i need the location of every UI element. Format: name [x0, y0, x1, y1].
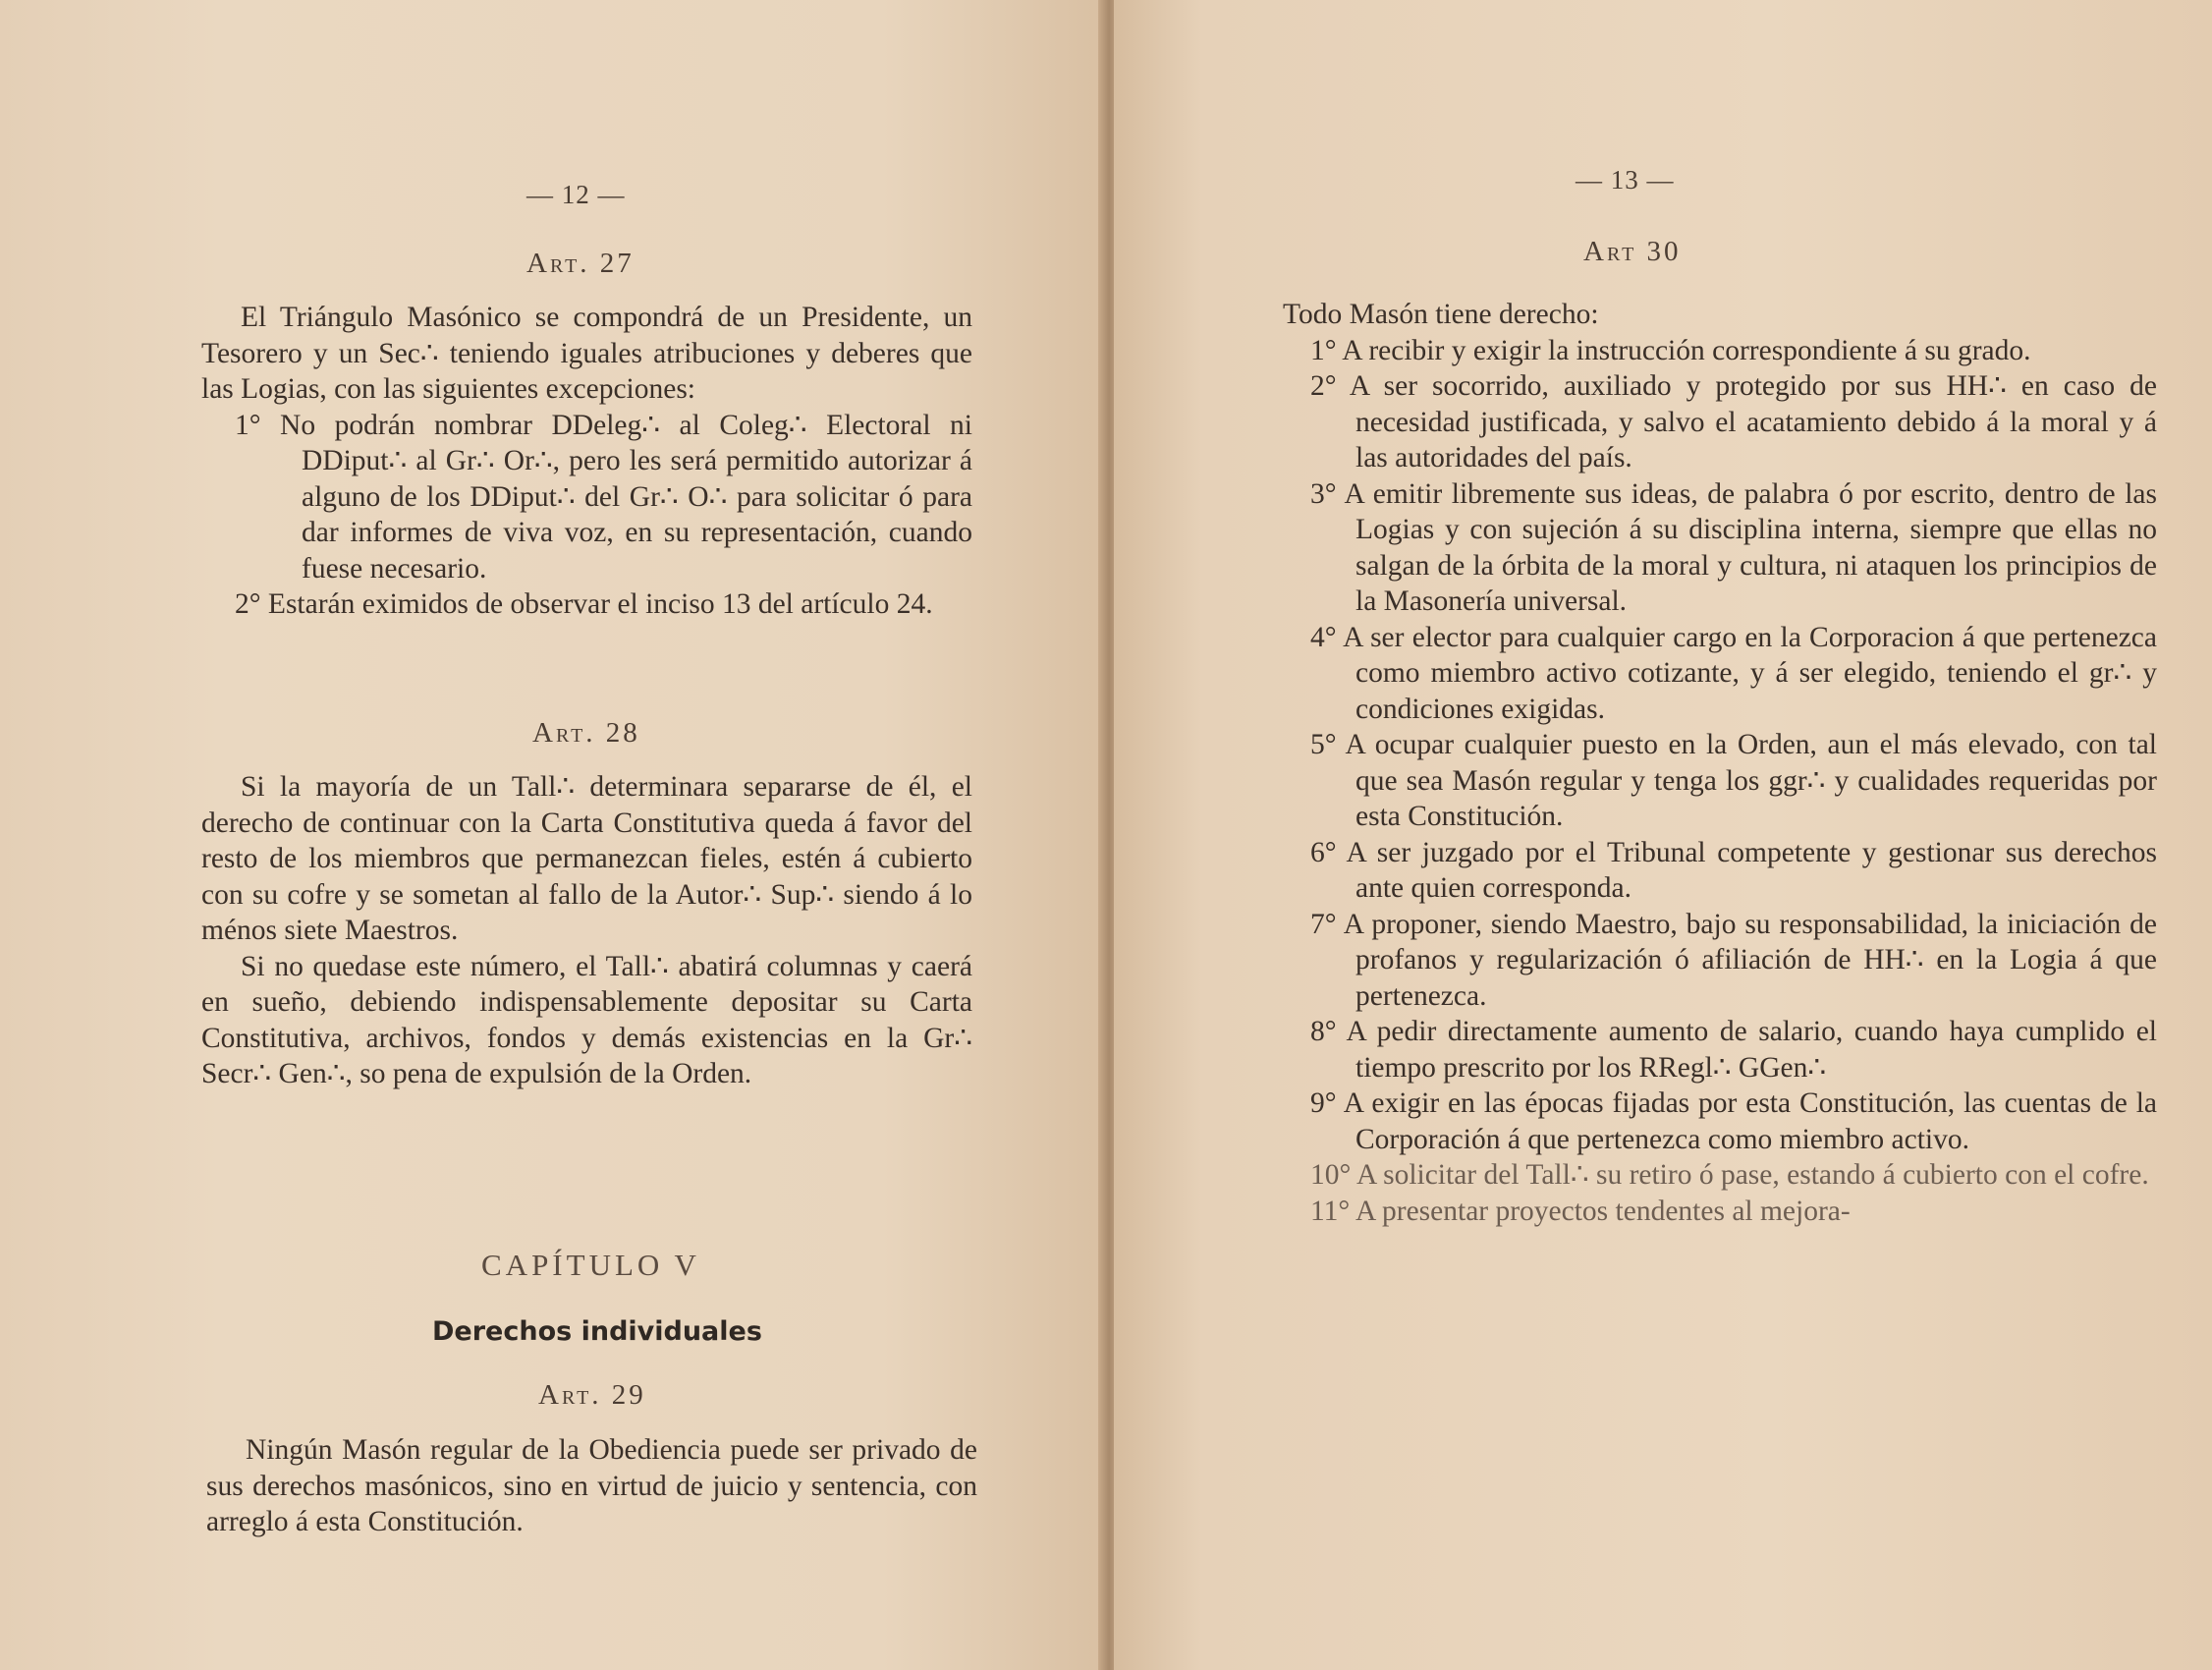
art30-intro: Todo Masón tiene derecho:	[1283, 299, 1599, 330]
art27-heading	[526, 248, 635, 280]
art28-heading	[532, 717, 640, 750]
art30-heading	[1583, 236, 1682, 268]
art27-body	[201, 300, 972, 623]
art28-paragraph-2: Si no quedase este número, el Tall∴ abatirá columnas y caerá en sueño, debiendo indispensablemente depositar su Carta Constitutiva, archivos, fondos y demás existencias en la Gr∴ Secr∴ Gen∴, so pena de expulsión de la Orden.	[201, 950, 972, 1089]
art30-item-1: 1° A recibir y exigir la instrucción correspondiente á su grado.	[1310, 334, 2031, 366]
art28-paragraph-1: Si la mayoría de un Tall∴ determinara separarse de él, el derecho de continuar con la Carta Constitutiva queda á favor del resto de los miembros que permanezcan fieles, estén á cubierto con su cofre y se sometan al fallo de la Autor∴ Sup∴ siendo á lo ménos siete Maestros.	[201, 771, 972, 946]
art28-heading-text: Art. 28	[532, 717, 640, 749]
art30-item-10: 10° A solicitar del Tall∴ su retiro ó pase, estando á cubierto con el cofre.	[1310, 1159, 2149, 1191]
art27-intro: El Triángulo Masónico se compondrá de un Presidente, un Tesorero y un Sec∴ teniendo iguales atribuciones y deberes que las Logias, con las siguientes excepciones:	[201, 302, 972, 405]
art27-item-2: 2° Estarán eximidos de observar el inciso 13 del artículo 24.	[235, 588, 933, 620]
chapter-title: CAPÍTULO V	[481, 1248, 700, 1282]
art30-item-3: 3° A emitir libremente sus ideas, de palabra ó por escrito, dentro de las Logias y con sujeción á su disciplina interna, siempre que ellas no salgan de la órbita de la moral y cultura, ni ataquen los principios de la Masonería universal.	[1310, 477, 2157, 617]
art30-item-7: 7° A proponer, siendo Maestro, bajo su responsabilidad, la iniciación de profanos y regularización ó afiliación de HH∴ en la Logia á que pertenezca.	[1310, 908, 2157, 1012]
art30-body	[1283, 297, 2157, 1229]
art29-paragraph: Ningún Masón regular de la Obediencia puede ser privado de sus derechos masónicos, sino en virtud de juicio y sentencia, con arreglo á esta Constitución.	[206, 1434, 977, 1537]
art30-heading-text: Art 30	[1583, 236, 1682, 267]
right-page	[1114, 0, 2212, 1670]
art30-item-5: 5° A ocupar cualquier puesto en la Orden, aun el más elevado, con tal que sea Masón regular y tenga los ggr∴ y cualidades requeridas por esta Constitución.	[1310, 729, 2157, 832]
page-number-12: — 12 —	[526, 180, 626, 209]
art27-item-1: 1° No podrán nombrar DDeleg∴ al Coleg∴ Electoral ni DDiput∴ al Gr∴ Or∴, pero les será permitido autorizar á alguno de los DDiput∴ del Gr∴ O∴ para solicitar ó para dar informes de viva voz, en su representación, cuando fuese necesario.	[235, 409, 972, 584]
art28-body	[201, 769, 972, 1092]
art29-heading-text: Art. 29	[538, 1379, 646, 1411]
art27-heading-text: Art. 27	[526, 248, 635, 279]
art30-item-4: 4° A ser elector para cualquier cargo en la Corporacion á que pertenezca como miembro activo cotizante, y á ser elegido, teniendo el gr∴ y condiciones exigidas.	[1310, 621, 2157, 725]
art30-item-11: 11° A presentar proyectos tendentes al mejora-	[1310, 1195, 1851, 1227]
art29-body	[206, 1432, 977, 1540]
left-page	[0, 0, 1104, 1670]
chapter-subtitle: Derechos individuales	[432, 1316, 762, 1347]
art29-heading	[538, 1379, 646, 1412]
art30-item-9: 9° A exigir en las épocas fijadas por esta Constitución, las cuentas de la Corporación á que pertenezca como miembro activo.	[1310, 1087, 2157, 1155]
art30-item-6: 6° A ser juzgado por el Tribunal competente y gestionar sus derechos ante quien corresponda.	[1310, 836, 2157, 904]
page-number-13: — 13 —	[1576, 165, 1675, 195]
art30-item-2: 2° A ser socorrido, auxiliado y protegido por sus HH∴ en caso de necesidad justificada, y salvo el acatamiento debido á la moral y á las autoridades del país.	[1310, 370, 2157, 473]
art30-item-8: 8° A pedir directamente aumento de salario, cuando haya cumplido el tiempo prescrito por los RRegl∴ GGen∴	[1310, 1016, 2157, 1084]
